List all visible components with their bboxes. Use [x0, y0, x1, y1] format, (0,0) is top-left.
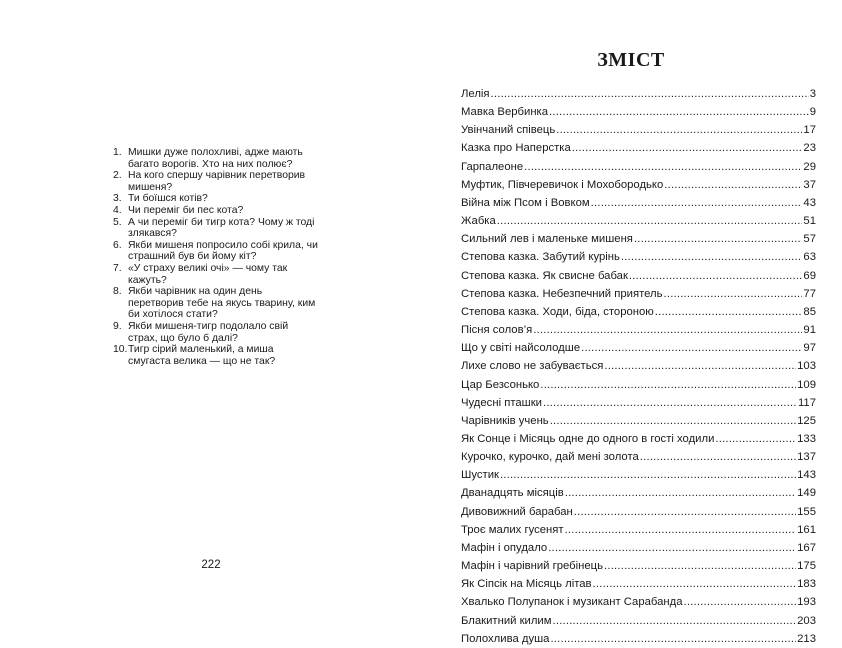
- toc-entry[interactable]: [461, 285, 816, 303]
- dot-leader: [524, 158, 802, 176]
- question-item: [113, 286, 318, 321]
- dot-leader: [604, 557, 796, 575]
- toc-entry-title: Як Сіпсік на Місяць літав: [461, 578, 592, 591]
- toc-entry[interactable]: [461, 194, 816, 212]
- toc-entry-title: Цар Безсонько: [461, 378, 540, 391]
- toc-entry-page: 167: [797, 541, 816, 554]
- toc-entry-title: Мафін і чарівний гребінець: [461, 560, 604, 573]
- toc-entry-page: 51: [803, 215, 816, 228]
- question-item: [113, 217, 318, 240]
- toc-entry-title: Лихе слово не забувається: [461, 360, 604, 373]
- toc-entry-title: Степова казка. Небезпечний приятель: [461, 287, 663, 300]
- right-page: [421, 0, 842, 645]
- toc-entry[interactable]: [461, 521, 816, 539]
- toc-entry[interactable]: [461, 376, 816, 394]
- toc-entry-title: Полохлива душа: [461, 632, 550, 645]
- toc-entry-page: 143: [797, 469, 816, 482]
- question-text: «У страху великі очі» — чому так кажуть?: [128, 262, 288, 286]
- toc-entry[interactable]: [461, 448, 816, 466]
- dot-leader: [591, 194, 803, 212]
- question-item: [113, 263, 318, 286]
- toc-entry[interactable]: [461, 466, 816, 484]
- question-text: Чи переміг би пес кота?: [128, 204, 244, 216]
- toc-entry[interactable]: [461, 321, 816, 339]
- question-item: [113, 205, 318, 217]
- dot-leader: [621, 248, 803, 266]
- toc-entry-page: 117: [797, 396, 816, 409]
- toc-entry-title: Степова казка. Як свисне бабак: [461, 269, 628, 282]
- toc-entry[interactable]: [461, 430, 816, 448]
- toc-entry-title: Сильний лев і маленьке мишеня: [461, 233, 633, 246]
- toc-entry[interactable]: [461, 557, 816, 575]
- toc-entry-title: Дивовижний барабан: [461, 505, 573, 518]
- toc-entry-title: Казка про Наперстка: [461, 142, 571, 155]
- toc-entry-title: Гарпалеоне: [461, 160, 524, 173]
- dot-leader: [556, 121, 802, 139]
- toc-entry-page: 85: [803, 305, 816, 318]
- toc-entry[interactable]: [461, 121, 816, 139]
- dot-leader: [543, 394, 797, 412]
- toc-entry[interactable]: [461, 575, 816, 593]
- toc-entry-page: 155: [797, 505, 816, 518]
- dot-leader: [553, 612, 797, 630]
- question-text: Якби мишеня-тигр подолало свій страх, що було б далі?: [128, 320, 289, 344]
- toc-entry-title: Увінчаний співець: [461, 124, 556, 137]
- toc-entry-page: 57: [803, 233, 816, 246]
- toc-entry-page: 193: [797, 596, 816, 609]
- question-text: Якби чарівник на один день перетворив тебе на якусь тварину, ким би хотілося стати?: [128, 286, 316, 321]
- toc-entry-page: 43: [803, 196, 816, 209]
- toc-entry[interactable]: [461, 212, 816, 230]
- dot-leader: [540, 376, 796, 394]
- toc-entry-title: Степова казка. Забутий курінь: [461, 251, 620, 264]
- toc-entry[interactable]: [461, 158, 816, 176]
- toc-entry-page: 103: [797, 360, 816, 373]
- question-number: 9.: [113, 320, 122, 332]
- toc-entry-page: 17: [803, 124, 816, 137]
- question-text: Тигр сірий маленький, а миша смугаста велика — що не так?: [128, 344, 276, 367]
- dot-leader: [549, 103, 809, 121]
- dot-leader: [491, 85, 809, 103]
- toc-entry[interactable]: [461, 394, 816, 412]
- question-item: [113, 321, 318, 344]
- dot-leader: [664, 176, 802, 194]
- toc-entry[interactable]: [461, 248, 816, 266]
- toc-entry-title: Курочко, курочко, дай мені золота: [461, 451, 639, 464]
- dot-leader: [634, 230, 802, 248]
- question-number: 4.: [113, 204, 122, 216]
- dot-leader: [550, 412, 796, 430]
- toc-entry-page: 161: [797, 523, 816, 536]
- dot-leader: [500, 466, 796, 484]
- dot-leader: [715, 430, 796, 448]
- question-text: На кого спершу чарівник перетворив мишеня?: [128, 170, 306, 193]
- toc-entry-title: Чарівників учень: [461, 414, 549, 427]
- toc-entry-title: Що у світі найсолодше: [461, 342, 581, 355]
- toc-entry-page: 125: [797, 414, 816, 427]
- question-number: 8.: [113, 286, 122, 298]
- toc-entry[interactable]: [461, 176, 816, 194]
- toc-entry-title: Шустик: [461, 469, 499, 482]
- toc-entry-page: 23: [803, 142, 816, 155]
- toc-entry-page: 91: [803, 324, 816, 337]
- question-item: [113, 170, 318, 193]
- dot-leader: [655, 303, 803, 321]
- dot-leader: [572, 139, 803, 157]
- toc-entry[interactable]: [461, 139, 816, 157]
- dot-leader: [565, 484, 796, 502]
- toc-title: ЗМІСТ: [597, 49, 665, 71]
- toc-entry[interactable]: [461, 503, 816, 521]
- toc-entry-page: 175: [797, 560, 816, 573]
- question-number: 3.: [113, 193, 122, 205]
- question-text: А чи переміг би тигр кота? Чому ж тоді злякався?: [128, 216, 315, 240]
- toc-entry[interactable]: [461, 593, 816, 611]
- question-item: [113, 193, 318, 205]
- toc-entry-title: Жабка: [461, 215, 496, 228]
- toc-entry[interactable]: [461, 267, 816, 285]
- toc-entry[interactable]: [461, 85, 816, 103]
- questions-list: [113, 147, 318, 367]
- dot-leader: [629, 267, 803, 285]
- toc-entry-page: 69: [803, 269, 816, 282]
- toc-entry[interactable]: [461, 357, 816, 375]
- toc-entry-title: Мавка Вербинка: [461, 106, 549, 119]
- toc-entry-page: 77: [803, 287, 816, 300]
- toc-entry-title: Блакитний килим: [461, 614, 552, 627]
- toc-entry-title: Степова казка. Ходи, біда, стороною: [461, 305, 654, 318]
- toc-entry-title: Мафін і опудало: [461, 541, 548, 554]
- toc-entry[interactable]: [461, 303, 816, 321]
- toc-entry[interactable]: [461, 230, 816, 248]
- dot-leader: [533, 321, 802, 339]
- toc-entry-page: 9: [809, 106, 816, 119]
- dot-leader: [550, 630, 796, 648]
- toc-entry-title: Війна між Псом і Вовком: [461, 196, 590, 209]
- dot-leader: [581, 339, 802, 357]
- dot-leader: [565, 521, 797, 539]
- toc-entry-page: 109: [797, 378, 816, 391]
- question-text: Мишки дуже полохливі, адже мають багато ворогів. Хто на них полює?: [128, 147, 303, 170]
- question-number: 5.: [113, 216, 122, 228]
- toc-entry-title: Чудесні пташки: [461, 396, 542, 409]
- dot-leader: [548, 539, 796, 557]
- left-page: [0, 0, 421, 600]
- question-text: Якби мишеня попросило собі крила, чи страшний був би йому кіт?: [128, 239, 318, 263]
- toc-entry-page: 183: [797, 578, 816, 591]
- toc-entry[interactable]: [461, 484, 816, 502]
- dot-leader: [593, 575, 797, 593]
- dot-leader: [497, 212, 803, 230]
- toc-entry-page: 213: [797, 632, 816, 645]
- toc-entry-title: Муфтик, Півчеревичок і Мохобородько: [461, 178, 664, 191]
- toc-entry-title: Хвалько Полупанок і музикант Сарабанда: [461, 596, 683, 609]
- question-number: 1.: [113, 147, 122, 158]
- toc-entry[interactable]: [461, 612, 816, 630]
- table-of-contents: [461, 85, 816, 648]
- dot-leader: [664, 285, 803, 303]
- toc-entry-title: Дванадцять місяців: [461, 487, 564, 500]
- toc-entry-page: 63: [803, 251, 816, 264]
- question-text: Ти боїшся котів?: [128, 193, 208, 205]
- page-number: 222: [201, 559, 221, 571]
- toc-entry[interactable]: [461, 539, 816, 557]
- toc-entry-page: 149: [797, 487, 816, 500]
- toc-entry[interactable]: [461, 412, 816, 430]
- question-number: 10.: [113, 344, 128, 356]
- toc-entry-page: 133: [797, 432, 816, 445]
- toc-entry-page: 3: [809, 88, 816, 100]
- toc-entry-title: Лелія: [461, 88, 490, 100]
- toc-entry-title: Троє малих гусенят: [461, 523, 564, 536]
- dot-leader: [604, 357, 796, 375]
- question-number: 2.: [113, 170, 122, 182]
- toc-entry-title: Як Сонце і Місяць одне до одного в гості ходили: [461, 432, 715, 445]
- question-number: 7.: [113, 262, 122, 274]
- toc-entry[interactable]: [461, 339, 816, 357]
- question-item: [113, 147, 318, 170]
- toc-entry[interactable]: [461, 630, 816, 648]
- question-item: [113, 240, 318, 263]
- toc-entry-page: 29: [803, 160, 816, 173]
- toc-entry[interactable]: [461, 103, 816, 121]
- toc-entry-page: 137: [797, 451, 816, 464]
- toc-entry-page: 37: [803, 178, 816, 191]
- dot-leader: [684, 593, 797, 611]
- question-number: 6.: [113, 239, 122, 251]
- toc-entry-page: 203: [797, 614, 816, 627]
- toc-entry-title: Пісня солов’я: [461, 324, 533, 337]
- toc-entry-page: 97: [803, 342, 816, 355]
- dot-leader: [574, 503, 796, 521]
- question-item: [113, 344, 318, 367]
- dot-leader: [640, 448, 796, 466]
